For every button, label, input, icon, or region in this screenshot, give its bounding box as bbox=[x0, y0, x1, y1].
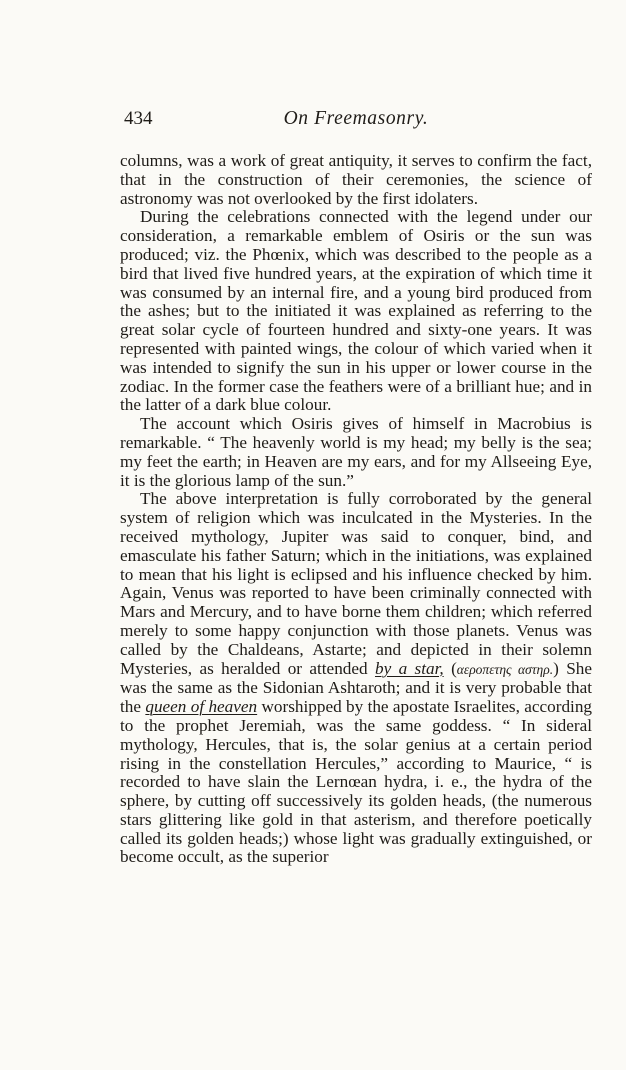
paragraph-text: ( bbox=[443, 658, 457, 678]
paragraph-text: The above interpretation is fully corroborated by the general system of religion which was inculcated in the Mysteries. In the received mythology, Jupiter was said to conquer, bind, and emasculate his father Saturn; which in the initiations, was explained to mean that his light is eclipsed and his influence checked by him. Again, Venus was reported to have been criminally connected with Mars and Mercury, and to have borne them children; which referred merely to some happy conjunction with those planets. Venus was called by the Chaldeans, Astarte; and depicted in their solemn Mysteries, as heralded or attended bbox=[120, 489, 592, 678]
paragraph-2 bbox=[120, 208, 592, 415]
emphasized-phrase: queen of heaven bbox=[145, 697, 258, 717]
paragraph-1 bbox=[120, 152, 592, 208]
paragraph-text: ) She was the same as the Sidonian Ashtaroth; and it is very probable that the bbox=[120, 658, 592, 717]
page-header bbox=[120, 108, 592, 138]
page-number: 434 bbox=[124, 108, 153, 129]
book-page bbox=[120, 108, 592, 867]
paragraph-3 bbox=[120, 415, 592, 490]
greek-phrase: αεροπετης αστηρ. bbox=[456, 661, 554, 677]
paragraph-text: The account which Osiris gives of himself in Macrobius is remarkable. “ The heavenly world is my head; my belly is the sea; my feet the earth; in Heaven are my ears, and for my Allseeing Eye, it is the glorious lamp of the sun.” bbox=[120, 414, 592, 490]
paragraph-text: worshipped by the apostate Israelites, according to the prophet Jeremiah, was the same goddess. “ In sideral mythology, Hercules, that is, the solar genius at a certain period rising in the constellation Hercules,” according to Maurice, “ is recorded to have slain the Lernœan hydra, i. e., the hydra of the sphere, by cutting off successively its golden heads, (the numerous stars glittering like gold in that asterism, and therefore poetically called its golden heads;) whose light was gradually extinguished, or become occult, as the superior bbox=[120, 697, 593, 867]
body-text bbox=[120, 152, 592, 867]
paragraph-text: columns, was a work of great antiquity, it serves to confirm the fact, that in the construction of their ceremonies, the science of astronomy was not overlooked by the first idolaters. bbox=[120, 151, 592, 208]
paragraph-4 bbox=[120, 490, 592, 867]
running-title: On Freemasonry. bbox=[283, 108, 429, 129]
paragraph-text: During the celebrations connected with the legend under our consideration, a remarkable emblem of Osiris or the sun was produced; viz. the Phœnix, which was described to the people as a bird that lived five hundred years, at the expiration of which time it was consumed by an internal fire, and a young bird produced from the ashes; but to the initiated it was explained as referring to the great solar cycle of fourteen hundred and sixty-one years. It was represented with painted wings, the colour of which varied when it was intended to signify the sun in his upper or lower course in the zodiac. In the former case the feathers were of a brilliant hue; and in the latter of a dark blue colour. bbox=[120, 207, 592, 415]
emphasized-phrase: by a star, bbox=[374, 658, 444, 678]
